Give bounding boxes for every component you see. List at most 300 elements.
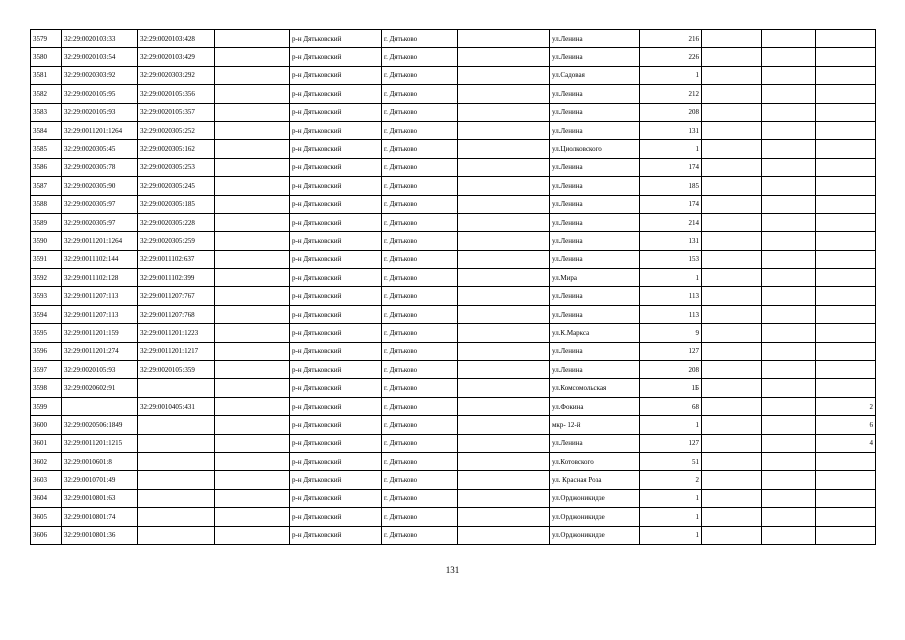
- cell-cadastral-number: 32:29:0020105:95: [62, 85, 138, 103]
- cell-cadastral-number: 32:29:0010801:63: [62, 489, 138, 507]
- cell-street: ул.Садовая: [550, 66, 640, 84]
- table-row: [31, 269, 876, 287]
- table-row: [31, 452, 876, 470]
- cell-building: [702, 305, 762, 323]
- cell-house: 1: [640, 489, 702, 507]
- cell-empty: [762, 85, 816, 103]
- cell-empty: [458, 232, 550, 250]
- cell-house: 1: [640, 66, 702, 84]
- cell-house: 1Б: [640, 379, 702, 397]
- cell-object-cadastral-number: 32:29:0020303:292: [138, 66, 215, 84]
- cell-building: [702, 85, 762, 103]
- cell-house: 214: [640, 213, 702, 231]
- cell-empty: [458, 526, 550, 544]
- cell-house: 174: [640, 158, 702, 176]
- table-row: [31, 416, 876, 434]
- cell-empty: [215, 324, 290, 342]
- cell-house: 113: [640, 287, 702, 305]
- cell-apartment: [816, 250, 876, 268]
- cell-apartment: [816, 195, 876, 213]
- cell-object-cadastral-number: 32:29:0020305:245: [138, 177, 215, 195]
- cell-street: ул.Фокина: [550, 397, 640, 415]
- cell-number: 3605: [31, 508, 62, 526]
- cell-object-cadastral-number: 32:29:0020305:185: [138, 195, 215, 213]
- cell-street: ул.Орджоникидзе: [550, 489, 640, 507]
- cell-empty: [215, 250, 290, 268]
- cell-district: р-н Дятьковский: [290, 158, 382, 176]
- cell-object-cadastral-number: 32:29:0020103:428: [138, 30, 215, 48]
- cell-building: [702, 526, 762, 544]
- cell-apartment: [816, 30, 876, 48]
- cell-district: р-н Дятьковский: [290, 140, 382, 158]
- cell-number: 3594: [31, 305, 62, 323]
- table-row: [31, 213, 876, 231]
- cell-object-cadastral-number: 32:29:0011207:768: [138, 305, 215, 323]
- cell-object-cadastral-number: 32:29:0020305:252: [138, 121, 215, 139]
- cell-object-cadastral-number: 32:29:0020305:228: [138, 213, 215, 231]
- cell-cadastral-number: 32:29:0011201:274: [62, 342, 138, 360]
- cell-district: р-н Дятьковский: [290, 195, 382, 213]
- page-number: 131: [445, 565, 460, 575]
- table-row: [31, 66, 876, 84]
- cell-empty: [215, 508, 290, 526]
- cell-city: г. Дятьково: [382, 85, 458, 103]
- cell-house: 1: [640, 140, 702, 158]
- cell-district: р-н Дятьковский: [290, 324, 382, 342]
- cell-building: [702, 324, 762, 342]
- cell-number: 3591: [31, 250, 62, 268]
- cell-district: р-н Дятьковский: [290, 342, 382, 360]
- table-row: [31, 397, 876, 415]
- cell-street: ул.Ленина: [550, 121, 640, 139]
- cell-empty: [458, 195, 550, 213]
- cell-empty: [215, 103, 290, 121]
- cell-empty: [762, 269, 816, 287]
- cell-object-cadastral-number: [138, 452, 215, 470]
- cell-object-cadastral-number: 32:29:0020105:356: [138, 85, 215, 103]
- cell-empty: [458, 250, 550, 268]
- cell-street: ул.Ленина: [550, 195, 640, 213]
- cell-apartment: [816, 213, 876, 231]
- cell-district: р-н Дятьковский: [290, 30, 382, 48]
- cell-street: ул.Ленина: [550, 48, 640, 66]
- cell-street: мкр- 12-й: [550, 416, 640, 434]
- cell-apartment: [816, 489, 876, 507]
- table-row: [31, 508, 876, 526]
- cell-district: р-н Дятьковский: [290, 232, 382, 250]
- cell-empty: [458, 121, 550, 139]
- cell-empty: [458, 305, 550, 323]
- cell-street: ул.Ленина: [550, 213, 640, 231]
- cell-apartment: [816, 121, 876, 139]
- cell-district: р-н Дятьковский: [290, 305, 382, 323]
- cell-street: ул.Комсомольская: [550, 379, 640, 397]
- cell-cadastral-number: 32:29:0020305:97: [62, 213, 138, 231]
- cell-house: 131: [640, 232, 702, 250]
- cell-empty: [458, 48, 550, 66]
- cell-city: г. Дятьково: [382, 66, 458, 84]
- cell-number: 3584: [31, 121, 62, 139]
- cell-apartment: [816, 324, 876, 342]
- cell-city: г. Дятьково: [382, 269, 458, 287]
- cell-empty: [762, 489, 816, 507]
- cell-building: [702, 121, 762, 139]
- cell-empty: [215, 121, 290, 139]
- cell-object-cadastral-number: 32:29:0011102:399: [138, 269, 215, 287]
- cell-empty: [215, 158, 290, 176]
- cell-city: г. Дятьково: [382, 324, 458, 342]
- cell-object-cadastral-number: 32:29:0020305:162: [138, 140, 215, 158]
- cell-street: ул.Ленина: [550, 342, 640, 360]
- table-row: [31, 158, 876, 176]
- cell-empty: [458, 140, 550, 158]
- cell-empty: [762, 416, 816, 434]
- cell-number: 3595: [31, 324, 62, 342]
- cell-apartment: [816, 140, 876, 158]
- cell-building: [702, 397, 762, 415]
- cell-object-cadastral-number: 32:29:0020103:429: [138, 48, 215, 66]
- cell-apartment: [816, 471, 876, 489]
- cell-city: г. Дятьково: [382, 232, 458, 250]
- cell-empty: [458, 471, 550, 489]
- cell-empty: [762, 471, 816, 489]
- cell-empty: [215, 361, 290, 379]
- cell-district: р-н Дятьковский: [290, 66, 382, 84]
- cell-house: 212: [640, 85, 702, 103]
- cell-number: 3589: [31, 213, 62, 231]
- cell-cadastral-number: 32:29:0011102:144: [62, 250, 138, 268]
- cell-empty: [215, 434, 290, 452]
- cell-empty: [458, 416, 550, 434]
- cell-number: 3583: [31, 103, 62, 121]
- cell-number: 3581: [31, 66, 62, 84]
- cell-district: р-н Дятьковский: [290, 48, 382, 66]
- cell-street: ул.Мира: [550, 269, 640, 287]
- cell-object-cadastral-number: 32:29:0011201:1217: [138, 342, 215, 360]
- cell-city: г. Дятьково: [382, 379, 458, 397]
- cell-number: 3586: [31, 158, 62, 176]
- cell-empty: [762, 48, 816, 66]
- table-body: [31, 30, 876, 545]
- cell-street: ул.Ленина: [550, 177, 640, 195]
- cell-empty: [762, 361, 816, 379]
- cell-building: [702, 416, 762, 434]
- cell-number: 3596: [31, 342, 62, 360]
- cell-building: [702, 361, 762, 379]
- registry-table: [30, 29, 876, 545]
- cell-city: г. Дятьково: [382, 250, 458, 268]
- cell-district: р-н Дятьковский: [290, 85, 382, 103]
- cell-house: 9: [640, 324, 702, 342]
- cell-apartment: [816, 379, 876, 397]
- cell-object-cadastral-number: 32:29:0020305:253: [138, 158, 215, 176]
- cell-empty: [458, 213, 550, 231]
- cell-empty: [762, 121, 816, 139]
- cell-cadastral-number: 32:29:0020103:33: [62, 30, 138, 48]
- cell-number: 3580: [31, 48, 62, 66]
- cell-house: 153: [640, 250, 702, 268]
- cell-cadastral-number: 32:29:0020305:90: [62, 177, 138, 195]
- cell-cadastral-number: 32:29:0011201:1215: [62, 434, 138, 452]
- cell-building: [702, 103, 762, 121]
- cell-house: 216: [640, 30, 702, 48]
- cell-cadastral-number: 32:29:0010801:74: [62, 508, 138, 526]
- table-row: [31, 232, 876, 250]
- cell-street: ул.Орджоникидзе: [550, 508, 640, 526]
- cell-empty: [215, 232, 290, 250]
- cell-city: г. Дятьково: [382, 452, 458, 470]
- cell-empty: [458, 342, 550, 360]
- cell-district: р-н Дятьковский: [290, 397, 382, 415]
- cell-house: 208: [640, 103, 702, 121]
- cell-apartment: [816, 452, 876, 470]
- cell-apartment: [816, 526, 876, 544]
- cell-number: 3588: [31, 195, 62, 213]
- cell-apartment: [816, 158, 876, 176]
- cell-building: [702, 452, 762, 470]
- cell-building: [702, 287, 762, 305]
- cell-house: 226: [640, 48, 702, 66]
- cell-district: р-н Дятьковский: [290, 177, 382, 195]
- cell-street: ул.Ленина: [550, 361, 640, 379]
- cell-number: 3602: [31, 452, 62, 470]
- cell-number: 3603: [31, 471, 62, 489]
- cell-empty: [762, 103, 816, 121]
- cell-house: 127: [640, 434, 702, 452]
- cell-city: г. Дятьково: [382, 361, 458, 379]
- cell-empty: [215, 489, 290, 507]
- cell-district: р-н Дятьковский: [290, 287, 382, 305]
- cell-empty: [215, 305, 290, 323]
- cell-house: 185: [640, 177, 702, 195]
- cell-empty: [458, 397, 550, 415]
- cell-district: р-н Дятьковский: [290, 416, 382, 434]
- cell-empty: [458, 85, 550, 103]
- cell-city: г. Дятьково: [382, 397, 458, 415]
- cell-empty: [762, 379, 816, 397]
- cell-number: 3587: [31, 177, 62, 195]
- cell-empty: [762, 508, 816, 526]
- cell-house: 1: [640, 526, 702, 544]
- cell-apartment: [816, 103, 876, 121]
- cell-empty: [762, 250, 816, 268]
- cell-empty: [215, 195, 290, 213]
- cell-street: ул.Циолковского: [550, 140, 640, 158]
- cell-city: г. Дятьково: [382, 213, 458, 231]
- cell-empty: [458, 379, 550, 397]
- cell-city: г. Дятьково: [382, 471, 458, 489]
- cell-city: г. Дятьково: [382, 140, 458, 158]
- cell-number: 3601: [31, 434, 62, 452]
- cell-empty: [215, 269, 290, 287]
- cell-empty: [215, 48, 290, 66]
- cell-empty: [762, 195, 816, 213]
- cell-building: [702, 232, 762, 250]
- table-row: [31, 526, 876, 544]
- cell-building: [702, 508, 762, 526]
- cell-empty: [458, 324, 550, 342]
- cell-apartment: [816, 85, 876, 103]
- cell-city: г. Дятьково: [382, 121, 458, 139]
- cell-apartment: [816, 508, 876, 526]
- cell-building: [702, 140, 762, 158]
- table-row: [31, 287, 876, 305]
- cell-number: 3606: [31, 526, 62, 544]
- cell-object-cadastral-number: [138, 508, 215, 526]
- cell-apartment: [816, 305, 876, 323]
- table-row: [31, 305, 876, 323]
- cell-district: р-н Дятьковский: [290, 250, 382, 268]
- cell-street: ул. Красная Роза: [550, 471, 640, 489]
- cell-street: ул.Котовского: [550, 452, 640, 470]
- cell-empty: [215, 66, 290, 84]
- cell-building: [702, 48, 762, 66]
- cell-empty: [215, 452, 290, 470]
- cell-number: 3585: [31, 140, 62, 158]
- cell-apartment: [816, 287, 876, 305]
- cell-object-cadastral-number: [138, 416, 215, 434]
- cell-building: [702, 379, 762, 397]
- cell-empty: [458, 158, 550, 176]
- cell-number: 3600: [31, 416, 62, 434]
- cell-empty: [458, 66, 550, 84]
- cell-cadastral-number: 32:29:0011201:1264: [62, 232, 138, 250]
- cell-empty: [215, 213, 290, 231]
- cell-house: 208: [640, 361, 702, 379]
- cell-cadastral-number: 32:29:0020305:45: [62, 140, 138, 158]
- cell-empty: [458, 508, 550, 526]
- cell-empty: [215, 379, 290, 397]
- cell-object-cadastral-number: 32:29:0011207:767: [138, 287, 215, 305]
- cell-apartment: [816, 232, 876, 250]
- cell-cadastral-number: 32:29:0020506:1849: [62, 416, 138, 434]
- cell-cadastral-number: 32:29:0020105:93: [62, 103, 138, 121]
- cell-empty: [458, 452, 550, 470]
- cell-empty: [458, 434, 550, 452]
- cell-object-cadastral-number: 32:29:0020105:357: [138, 103, 215, 121]
- cell-district: р-н Дятьковский: [290, 103, 382, 121]
- table-row: [31, 379, 876, 397]
- cell-number: 3579: [31, 30, 62, 48]
- cell-empty: [762, 324, 816, 342]
- table-row: [31, 471, 876, 489]
- cell-street: ул.Ленина: [550, 232, 640, 250]
- cell-city: г. Дятьково: [382, 508, 458, 526]
- cell-number: 3590: [31, 232, 62, 250]
- cell-cadastral-number: 32:29:0010701:49: [62, 471, 138, 489]
- cell-empty: [762, 177, 816, 195]
- cell-empty: [762, 158, 816, 176]
- cell-building: [702, 269, 762, 287]
- cell-apartment: [816, 48, 876, 66]
- cell-empty: [215, 177, 290, 195]
- cell-empty: [762, 305, 816, 323]
- cell-building: [702, 489, 762, 507]
- cell-house: 1: [640, 269, 702, 287]
- table-row: [31, 48, 876, 66]
- cell-street: ул.Ленина: [550, 103, 640, 121]
- cell-building: [702, 250, 762, 268]
- cell-building: [702, 177, 762, 195]
- table-row: [31, 250, 876, 268]
- cell-number: 3597: [31, 361, 62, 379]
- cell-city: г. Дятьково: [382, 177, 458, 195]
- cell-cadastral-number: 32:29:0011102:128: [62, 269, 138, 287]
- cell-district: р-н Дятьковский: [290, 379, 382, 397]
- cell-object-cadastral-number: [138, 434, 215, 452]
- cell-empty: [762, 287, 816, 305]
- cell-empty: [458, 361, 550, 379]
- cell-street: ул.К.Маркса: [550, 324, 640, 342]
- cell-empty: [762, 342, 816, 360]
- cell-empty: [762, 232, 816, 250]
- cell-cadastral-number: 32:29:0011201:159: [62, 324, 138, 342]
- table-row: [31, 103, 876, 121]
- cell-house: 113: [640, 305, 702, 323]
- cell-number: 3582: [31, 85, 62, 103]
- cell-empty: [762, 452, 816, 470]
- cell-number: 3592: [31, 269, 62, 287]
- cell-apartment: [816, 269, 876, 287]
- cell-empty: [458, 489, 550, 507]
- table-row: [31, 195, 876, 213]
- table-row: [31, 30, 876, 48]
- cell-district: р-н Дятьковский: [290, 471, 382, 489]
- cell-empty: [458, 287, 550, 305]
- cell-district: р-н Дятьковский: [290, 508, 382, 526]
- cell-building: [702, 66, 762, 84]
- table-row: [31, 342, 876, 360]
- cell-object-cadastral-number: 32:29:0011201:1223: [138, 324, 215, 342]
- cell-district: р-н Дятьковский: [290, 213, 382, 231]
- cell-object-cadastral-number: 32:29:0011102:637: [138, 250, 215, 268]
- cell-apartment: [816, 342, 876, 360]
- cell-empty: [215, 471, 290, 489]
- cell-building: [702, 30, 762, 48]
- cell-empty: [762, 397, 816, 415]
- cell-building: [702, 434, 762, 452]
- cell-street: ул.Ленина: [550, 305, 640, 323]
- cell-number: 3599: [31, 397, 62, 415]
- cell-cadastral-number: 32:29:0020103:54: [62, 48, 138, 66]
- cell-apartment: 2: [816, 397, 876, 415]
- cell-cadastral-number: 32:29:0020305:97: [62, 195, 138, 213]
- cell-empty: [215, 140, 290, 158]
- cell-object-cadastral-number: 32:29:0020305:259: [138, 232, 215, 250]
- cell-object-cadastral-number: [138, 526, 215, 544]
- cell-street: ул.Ленина: [550, 30, 640, 48]
- cell-number: 3604: [31, 489, 62, 507]
- table-row: [31, 177, 876, 195]
- table-row: [31, 489, 876, 507]
- cell-street: ул.Ленина: [550, 85, 640, 103]
- cell-empty: [458, 269, 550, 287]
- cell-building: [702, 195, 762, 213]
- cell-house: 1: [640, 508, 702, 526]
- cell-cadastral-number: 32:29:0020305:78: [62, 158, 138, 176]
- table-row: [31, 85, 876, 103]
- cell-city: г. Дятьково: [382, 103, 458, 121]
- cell-apartment: [816, 66, 876, 84]
- cell-house: 127: [640, 342, 702, 360]
- cell-house: 68: [640, 397, 702, 415]
- cell-house: 1: [640, 416, 702, 434]
- cell-city: г. Дятьково: [382, 158, 458, 176]
- cell-apartment: [816, 361, 876, 379]
- cell-number: 3593: [31, 287, 62, 305]
- cell-empty: [215, 85, 290, 103]
- cell-object-cadastral-number: [138, 379, 215, 397]
